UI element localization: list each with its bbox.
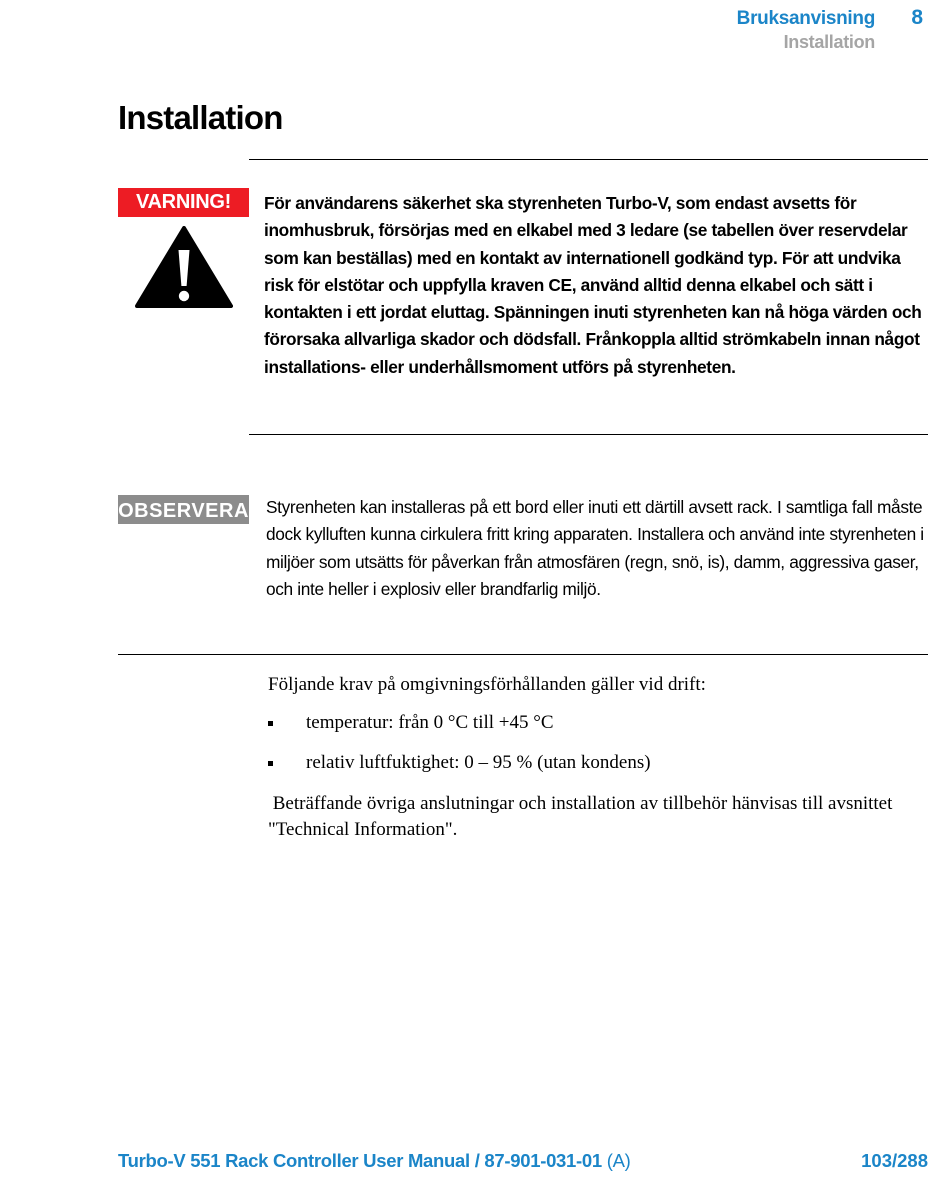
- footer-manual-title: [118, 1150, 630, 1172]
- warning-text: För användarens säkerhet ska styrenheten Turbo-V, som endast avsetts för inomhusbruk, försörjas med en elkabel med 3 ledare (se tabellen över reservdelar som kan beställas) med en kontakt av internationell godkänd typ. För att undvika risk för elstötar och uppfylla kraven CE, använd alltid denna elkabel och sätt i kontakten i ett jordat eluttag. Spänningen inuti styrenheten kan nå höga värden och förorsaka allvarliga skador och dödsfall. Frånkoppla alltid strömkabeln innan något installations- eller underhållsmoment utförs på styrenheten.: [264, 193, 922, 377]
- list-item: [268, 710, 651, 750]
- note-label: OBSERVERA: [118, 495, 249, 524]
- conditions-list: [268, 710, 651, 790]
- warning-top-rule: [249, 159, 928, 160]
- header-section-title: Installation: [783, 32, 875, 52]
- warning-bottom-rule: [249, 434, 928, 435]
- note-bottom-rule: [118, 654, 928, 655]
- footer-page-number: 103/288: [861, 1150, 928, 1171]
- warning-label: VARNING!: [118, 188, 249, 217]
- note-text: Styrenheten kan installeras på ett bord eller inuti ett därtill avsett rack. I samtliga fall måste dock kylluften kunna cirkulera fritt kring apparaten. Installera och använd inte styrenheten i miljöer som utsätts för påverkan från atmosfären (regn, snö, is), damm, aggressiva gaser, och inte heller i explosiv eller brandfarlig miljö.: [266, 497, 924, 599]
- page-title: Installation: [118, 99, 283, 136]
- header-chapter-title: Bruksanvisning: [736, 8, 875, 29]
- bullet-mark: [268, 761, 273, 766]
- list-item: [268, 750, 651, 790]
- list-item-text: temperatur: från 0 °C till +45 °C: [306, 712, 554, 733]
- warning-triangle-icon: [135, 226, 233, 310]
- list-item-text: relativ luftfuktighet: 0 – 95 % (utan kondens): [306, 752, 651, 773]
- header-chapter-number: 8: [911, 6, 923, 29]
- closing-paragraph: Beträffande övriga anslutningar och installation av tillbehör hänvisas till avsnittet "Technical Information".: [268, 793, 898, 840]
- footer-title-text: Turbo-V 551 Rack Controller User Manual / 87-901-031-01: [118, 1150, 602, 1171]
- footer-revision: (A): [606, 1150, 631, 1171]
- bullet-mark: [268, 721, 273, 726]
- conditions-intro: Följande krav på omgivningsförhållanden gäller vid drift:: [268, 674, 706, 695]
